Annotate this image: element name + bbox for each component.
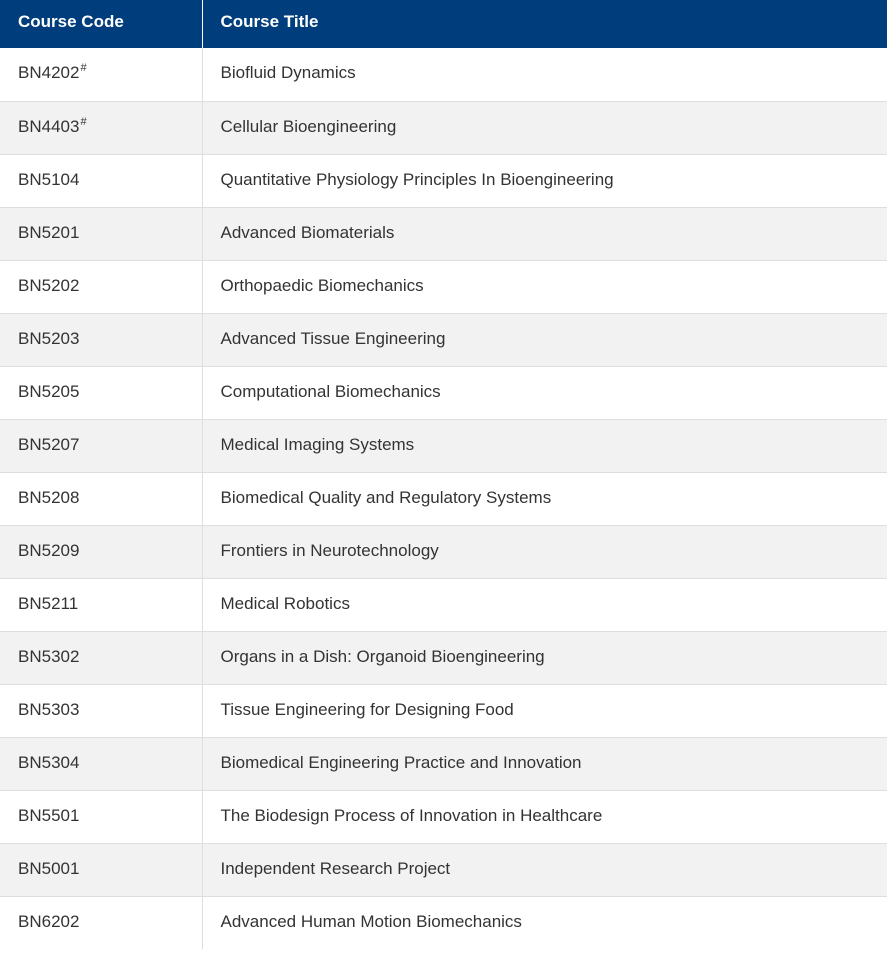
course-title-cell [202, 737, 887, 790]
course-title: Frontiers in Neurotechnology [220, 540, 439, 560]
course-code-cell [0, 366, 202, 419]
course-title: Medical Robotics [220, 593, 350, 613]
course-title: Tissue Engineering for Designing Food [220, 699, 514, 719]
course-code: BN5208 [18, 487, 80, 507]
course-title-cell [202, 631, 887, 684]
table-row [0, 525, 887, 578]
course-code-cell [0, 313, 202, 366]
course-code: BN5304 [18, 752, 80, 772]
table-row [0, 896, 887, 949]
course-code-cell [0, 101, 202, 154]
table-row [0, 419, 887, 472]
course-code: BN5302 [18, 646, 80, 666]
course-title: Organs in a Dish: Organoid Bioengineering [220, 646, 545, 666]
course-title: Advanced Tissue Engineering [220, 328, 446, 348]
table-row [0, 737, 887, 790]
course-title: Quantitative Physiology Principles In Bioengineering [220, 169, 614, 189]
course-code: BN5211 [18, 593, 79, 613]
footnote-marker: # [80, 115, 87, 128]
course-title: Biomedical Engineering Practice and Innovation [220, 752, 582, 772]
course-code-cell [0, 631, 202, 684]
course-title-cell [202, 313, 887, 366]
course-title-cell [202, 101, 887, 154]
course-title-cell [202, 48, 887, 101]
table-row [0, 790, 887, 843]
course-code-cell [0, 472, 202, 525]
table-header [0, 0, 887, 48]
course-title-cell [202, 260, 887, 313]
course-title: Cellular Bioengineering [220, 116, 397, 136]
table-row [0, 101, 887, 154]
course-code-cell [0, 48, 202, 101]
course-title: Biomedical Quality and Regulatory Systems [220, 487, 552, 507]
course-title-cell [202, 154, 887, 207]
course-title-cell [202, 843, 887, 896]
course-title-cell [202, 207, 887, 260]
course-code: BN5203 [18, 328, 80, 348]
course-title-cell [202, 525, 887, 578]
course-title-cell [202, 896, 887, 949]
course-title: Orthopaedic Biomechanics [220, 275, 424, 295]
course-code: BN5303 [18, 699, 80, 719]
table-row [0, 578, 887, 631]
course-title: Advanced Biomaterials [220, 222, 395, 242]
course-code-cell [0, 684, 202, 737]
table-body [0, 48, 887, 949]
table-row [0, 684, 887, 737]
table-row [0, 48, 887, 101]
course-code: BN5207 [18, 434, 80, 454]
table-row [0, 260, 887, 313]
course-code-cell [0, 154, 202, 207]
course-code: BN5209 [18, 540, 80, 560]
course-code-cell [0, 578, 202, 631]
course-code-cell [0, 207, 202, 260]
table-row [0, 631, 887, 684]
course-code: BN5501 [18, 805, 80, 825]
course-title-cell [202, 790, 887, 843]
course-code-cell [0, 260, 202, 313]
course-code: BN4202 [18, 63, 80, 83]
footnote-marker: # [80, 62, 87, 75]
course-code-cell [0, 896, 202, 949]
course-title: Independent Research Project [220, 858, 451, 878]
course-title-cell [202, 684, 887, 737]
course-code-cell [0, 843, 202, 896]
course-code: BN5201 [18, 222, 80, 242]
course-title-cell [202, 366, 887, 419]
course-code-header: Course Code [0, 0, 202, 48]
course-code-cell [0, 737, 202, 790]
course-title-cell [202, 578, 887, 631]
course-code: BN4403 [18, 116, 80, 136]
course-title-cell [202, 472, 887, 525]
header-row [0, 0, 887, 48]
course-code: BN5205 [18, 381, 80, 401]
course-code: BN6202 [18, 911, 80, 931]
course-title: Medical Imaging Systems [220, 434, 415, 454]
course-title-cell [202, 419, 887, 472]
table-row [0, 154, 887, 207]
table-row [0, 472, 887, 525]
course-title: Computational Biomechanics [220, 381, 441, 401]
course-title: Advanced Human Motion Biomechanics [220, 911, 522, 931]
course-title: Biofluid Dynamics [220, 63, 356, 83]
course-code-cell [0, 419, 202, 472]
table-row [0, 313, 887, 366]
course-code: BN5202 [18, 275, 80, 295]
course-code-cell [0, 525, 202, 578]
course-title-header: Course Title [202, 0, 887, 48]
table-row [0, 207, 887, 260]
course-title: The Biodesign Process of Innovation in Healthcare [220, 805, 603, 825]
table-row [0, 366, 887, 419]
course-code: BN5001 [18, 858, 80, 878]
table-row [0, 843, 887, 896]
course-code: BN5104 [18, 169, 80, 189]
course-code-cell [0, 790, 202, 843]
